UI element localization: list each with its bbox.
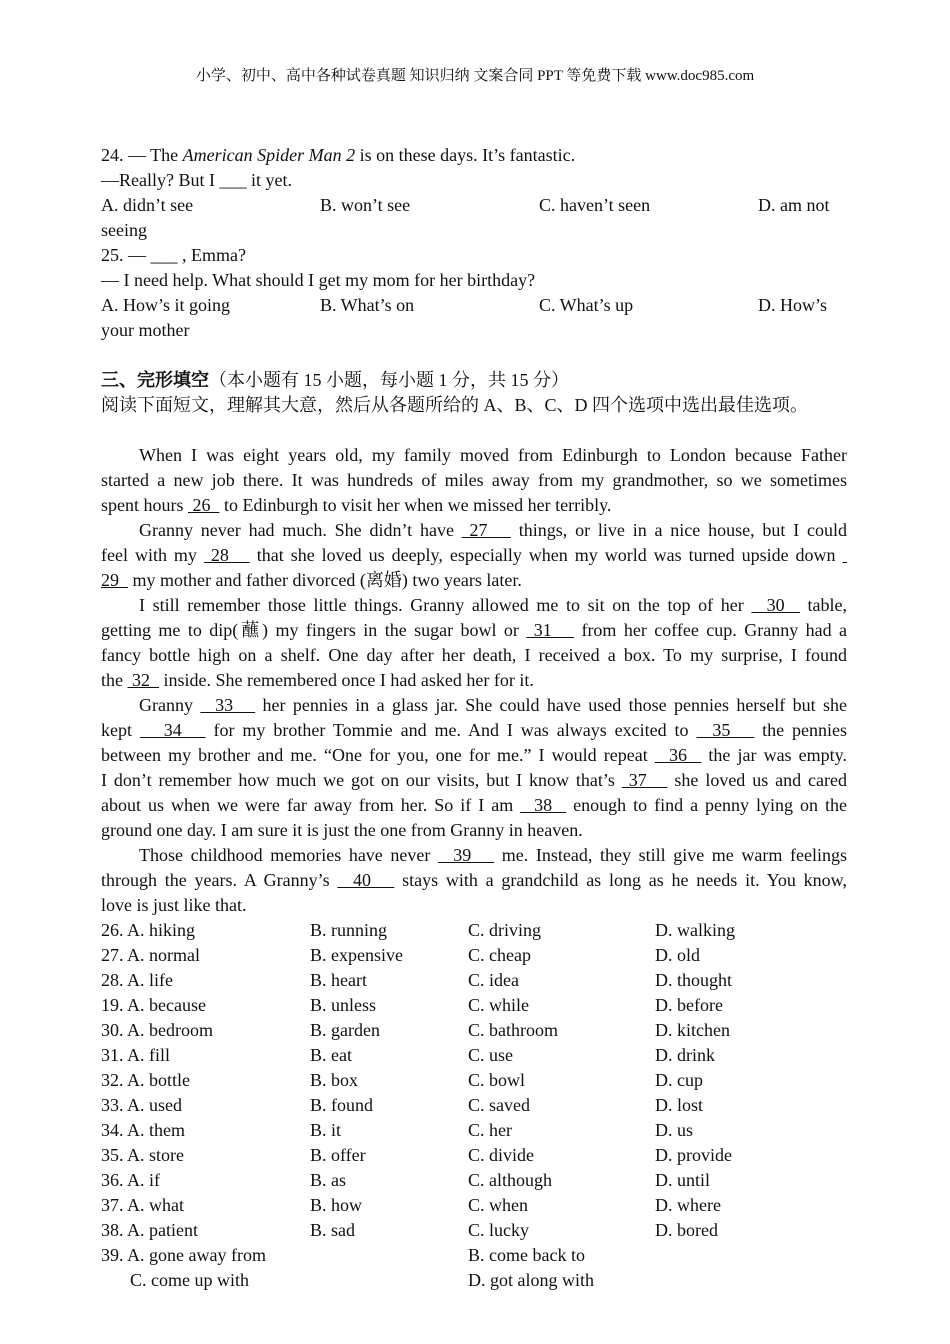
option-a: 19. A. because: [101, 995, 206, 1015]
passage-line: [101, 693, 847, 718]
option-c: C. bathroom: [468, 1020, 558, 1040]
passage-line: [101, 468, 847, 493]
answer-blank: 38: [520, 795, 567, 815]
passage-text: to Edinburgh to visit her when we missed her terribly.: [219, 495, 612, 515]
option-c: C. when: [468, 1195, 528, 1215]
passage-line: [101, 843, 847, 868]
q24-option-b: B. won’t see: [320, 195, 411, 215]
passage-line: [101, 718, 847, 743]
q24-option-a: A. didn’t see: [101, 195, 194, 215]
answer-blank: 30: [751, 595, 800, 615]
passage-line: [101, 668, 847, 693]
passage-text: started a new job there. It was hundreds of miles away from my grandmother, so we sometimes: [101, 470, 847, 490]
q24-reply: —Really? But I ___ it yet.: [101, 170, 292, 190]
option-c: C. cheap: [468, 945, 531, 965]
document-body: [101, 143, 847, 1293]
q25-option-b: B. What’s on: [320, 295, 415, 315]
cloze-options: [101, 918, 847, 1243]
option-c: C. bowl: [468, 1070, 526, 1090]
option-b: B. how: [310, 1195, 363, 1215]
passage-text: stays with a grandchild as long as he needs it. You know,: [394, 870, 847, 890]
option-d: D. old: [655, 945, 700, 965]
option-row: [101, 968, 847, 993]
q25-option-c: C. What’s up: [539, 295, 634, 315]
answer-blank: [843, 545, 847, 565]
passage-text: I don’t remember how much we got on our visits, but I know that’s: [101, 770, 622, 790]
option-d: D. kitchen: [655, 1020, 730, 1040]
option-row: [101, 1093, 847, 1118]
option-b: B. eat: [310, 1045, 352, 1065]
option-row: [101, 1218, 847, 1243]
option-c: C. use: [468, 1045, 513, 1065]
answer-blank: 36: [654, 745, 702, 765]
option-c: C. driving: [468, 920, 542, 940]
passage-text: the jar was empty.: [701, 745, 847, 765]
passage-text: the: [101, 670, 128, 690]
option-d: D. cup: [655, 1070, 703, 1090]
section-note: （本小题有 15 小题，每小题 1 分，共 15 分）: [209, 370, 569, 390]
passage-text: Those childhood memories have never: [139, 845, 439, 865]
option-row: [101, 1143, 847, 1168]
option-row: [101, 1168, 847, 1193]
passage-text: about us when we were far away from her. So if I am: [101, 795, 521, 815]
q25-option-a: A. How’s it going: [101, 295, 231, 315]
passage-text: kept: [101, 720, 140, 740]
option-b: B. running: [310, 920, 388, 940]
q24-option-d: D. am not: [758, 195, 830, 215]
passage-text: spent hours: [101, 495, 188, 515]
page-header: 小学、初中、高中各种试卷真题 知识归纳 文案合同 PPT 等免费下载 www.doc985.com: [195, 68, 755, 84]
option-c: C. idea: [468, 970, 519, 990]
q24-prefix: 24. — The: [101, 145, 183, 165]
passage-line: [101, 743, 847, 768]
passage-text: enough to find a penny lying on the: [566, 795, 847, 815]
q24-option-c: C. haven’t seen: [539, 195, 651, 215]
option-c: C. divide: [468, 1145, 534, 1165]
passage-text: I still remember those little things. Granny allowed me to sit on the top of her: [139, 595, 752, 615]
q25-options: [101, 293, 847, 318]
q39-option-b: B. come back to: [468, 1245, 585, 1265]
answer-blank: 33: [200, 695, 256, 715]
passage-text: from her coffee cup. Granny had a: [574, 620, 847, 640]
q25-option-wrap: your mother: [101, 320, 190, 340]
option-d: D. lost: [655, 1095, 704, 1115]
answer-blank: 35: [696, 720, 755, 740]
option-row: [101, 993, 847, 1018]
option-a: 30. A. bedroom: [101, 1020, 213, 1040]
passage-line: [101, 793, 847, 818]
q39-option-c: C. come up with: [130, 1270, 249, 1290]
passage-line: [101, 518, 847, 543]
passage-text: table,: [799, 595, 847, 615]
option-row: [101, 1118, 847, 1143]
passage-text: When I was eight years old, my family moved from Edinburgh to London because Father: [139, 445, 847, 465]
option-b: B. heart: [310, 970, 367, 990]
q39-option-d: D. got along with: [468, 1270, 594, 1290]
passage-line: [101, 618, 847, 643]
option-row: [101, 1018, 847, 1043]
option-a: 36. A. if: [101, 1170, 161, 1190]
q39-options-row2: [101, 1268, 847, 1293]
option-a: 33. A. used: [101, 1095, 182, 1115]
option-b: B. found: [310, 1095, 373, 1115]
passage-text: feel with my: [101, 545, 204, 565]
q25-reply: — I need help. What should I get my mom for her birthday?: [101, 270, 536, 290]
passage-text: her pennies in a glass jar. She could have used those pennies herself but she: [255, 695, 847, 715]
cloze-passage: [101, 443, 847, 918]
option-b: B. expensive: [310, 945, 403, 965]
passage-text: fancy bottle high on a shelf. One day after her death, I received a box. To my surprise, I found: [101, 645, 847, 665]
passage-text: inside. She remembered once I had asked her for it.: [159, 670, 534, 690]
answer-blank: 37: [621, 770, 668, 790]
passage-line: [101, 493, 847, 518]
option-d: D. drink: [655, 1045, 715, 1065]
passage-line: [101, 868, 847, 893]
q25-stem: 25. — ___ , Emma?: [101, 245, 246, 265]
option-c: C. her: [468, 1120, 512, 1140]
q24-options: [101, 193, 847, 218]
q24-stem: [101, 143, 847, 168]
option-d: D. where: [655, 1195, 721, 1215]
option-d: D. before: [655, 995, 723, 1015]
option-b: B. box: [310, 1070, 359, 1090]
answer-blank: 39: [438, 845, 495, 865]
passage-text: Granny never had much. She didn’t have: [139, 520, 462, 540]
option-c: C. although: [468, 1170, 552, 1190]
option-row: [101, 918, 847, 943]
option-a: 34. A. them: [101, 1120, 185, 1140]
passage-line: [101, 443, 847, 468]
option-row: [101, 943, 847, 968]
answer-blank: 26: [188, 495, 220, 515]
option-b: B. unless: [310, 995, 377, 1015]
answer-blank: 34: [139, 720, 206, 740]
option-d: D. provide: [655, 1145, 732, 1165]
q24-option-wrap: seeing: [101, 220, 147, 240]
passage-line: [101, 593, 847, 618]
option-b: B. it: [310, 1120, 342, 1140]
answer-blank: 40: [337, 870, 395, 890]
passage-text: between my brother and me. “One for you, one for me.” I would repeat: [101, 745, 655, 765]
passage-line: [101, 893, 847, 918]
option-b: B. sad: [310, 1220, 355, 1240]
option-a: 38. A. patient: [101, 1220, 198, 1240]
passage-line: [101, 768, 847, 793]
option-d: D. walking: [655, 920, 735, 940]
q24-suffix: is on these days. It’s fantastic.: [355, 145, 576, 165]
passage-text: me. Instead, they still give me warm feelings: [494, 845, 847, 865]
passage-line: [101, 543, 847, 568]
option-a: 26. A. hiking: [101, 920, 196, 940]
section-heading: [101, 368, 847, 393]
movie-title: American Spider Man 2: [182, 145, 356, 165]
section-instruction: 阅读下面短文，理解其大意，然后从各题所给的 A、B、C、D 四个选项中选出最佳选项。: [101, 395, 809, 415]
option-d: D. thought: [655, 970, 733, 990]
option-b: B. offer: [310, 1145, 366, 1165]
option-a: 37. A. what: [101, 1195, 184, 1215]
passage-text: for my brother Tommie and me. And I was always excited to: [205, 720, 697, 740]
passage-text: the pennies: [754, 720, 847, 740]
answer-blank: 31: [526, 620, 575, 640]
passage-text: getting me to dip(蘸) my fingers in the sugar bowl or: [101, 620, 527, 640]
option-a: 32. A. bottle: [101, 1070, 190, 1090]
option-row: [101, 1193, 847, 1218]
answer-blank: 27: [461, 520, 511, 540]
option-b: B. as: [310, 1170, 346, 1190]
option-a: 28. A. life: [101, 970, 173, 990]
option-d: D. bored: [655, 1220, 718, 1240]
option-d: D. until: [655, 1170, 711, 1190]
option-row: [101, 1068, 847, 1093]
option-c: C. saved: [468, 1095, 530, 1115]
passage-text: my mother and father divorced (离婚) two years later.: [128, 570, 522, 590]
passage-line: [101, 818, 847, 843]
q39-options-row1: [101, 1243, 847, 1268]
passage-text: Granny: [139, 695, 201, 715]
answer-blank: 28: [203, 545, 250, 565]
passage-text: love is just like that.: [101, 895, 247, 915]
passage-text: things, or live in a nice house, but I could: [510, 520, 847, 540]
passage-line: [101, 568, 847, 593]
option-c: C. lucky: [468, 1220, 529, 1240]
section-title: 三、完形填空: [101, 370, 209, 390]
option-b: B. garden: [310, 1020, 380, 1040]
option-a: 31. A. fill: [101, 1045, 171, 1065]
passage-text: ground one day. I am sure it is just the one from Granny in heaven.: [101, 820, 583, 840]
q25-option-d: D. How’s: [758, 295, 828, 315]
option-d: D. us: [655, 1120, 694, 1140]
answer-blank: 32: [127, 670, 159, 690]
q39-option-a: 39. A. gone away from: [101, 1245, 266, 1265]
option-c: C. while: [468, 995, 529, 1015]
answer-blank: 29: [101, 570, 128, 590]
option-a: 35. A. store: [101, 1145, 184, 1165]
passage-text: she loved us and cared: [667, 770, 847, 790]
passage-text: that she loved us deeply, especially when my world was turned upside down: [249, 545, 843, 565]
option-a: 27. A. normal: [101, 945, 200, 965]
passage-text: through the years. A Granny’s: [101, 870, 338, 890]
option-row: [101, 1043, 847, 1068]
passage-line: [101, 643, 847, 668]
